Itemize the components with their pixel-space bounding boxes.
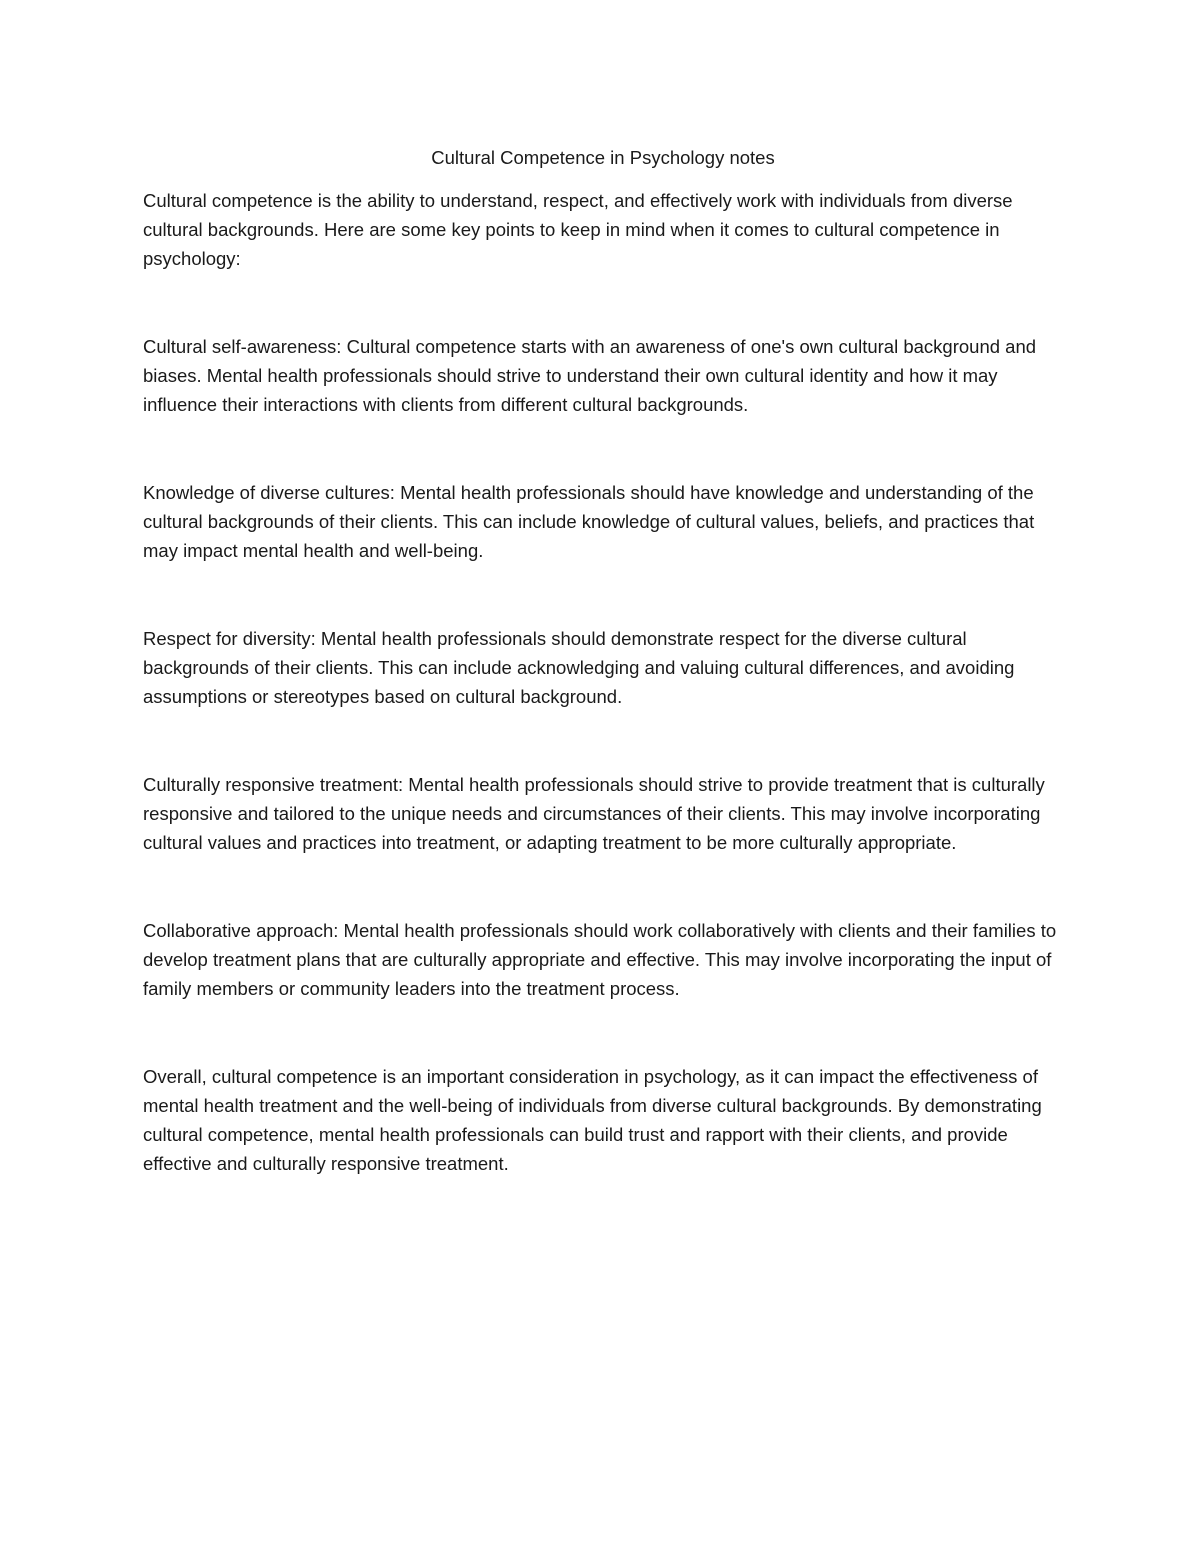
paragraph-respect: Respect for diversity: Mental health professionals should demonstrate respect for the diverse cultural backgrounds of their clients. This can include acknowledging and valuing cultural differences, and avoiding assumptions or stereotypes based on cultural background.: [143, 628, 1015, 707]
document-body: [143, 140, 1063, 1178]
conclusion-paragraph: Overall, cultural competence is an important consideration in psychology, as it can impact the effectiveness of mental health treatment and the well-being of individuals from diverse cultural backgrounds. By demonstrating cultural competence, mental health professionals can build trust and rapport with their clients, and provide effective and culturally responsive treatment.: [143, 1066, 1042, 1174]
document-title: Cultural Competence in Psychology notes: [431, 147, 775, 168]
paragraph-responsive-treatment: Culturally responsive treatment: Mental health professionals should strive to provide treatment that is culturally responsive and tailored to the unique needs and circumstances of their clients. This may involve incorporating cultural values and practices into treatment, or adapting treatment to be more culturally appropriate.: [143, 774, 1045, 853]
paragraph-collaborative: Collaborative approach: Mental health professionals should work collaboratively with clients and their families to develop treatment plans that are culturally appropriate and effective. This may involve incorporating the input of family members or community leaders into the treatment process.: [143, 920, 1057, 999]
paragraph-knowledge: Knowledge of diverse cultures: Mental health professionals should have knowledge and understanding of the cultural backgrounds of their clients. This can include knowledge of cultural values, beliefs, and practices that may impact mental health and well-being.: [143, 482, 1035, 561]
paragraph-self-awareness: Cultural self-awareness: Cultural competence starts with an awareness of one's own cultural background and biases. Mental health professionals should strive to understand their own cultural identity and how it may influence their interactions with clients from different cultural backgrounds.: [143, 336, 1037, 415]
intro-paragraph: Cultural competence is the ability to understand, respect, and effectively work with individuals from diverse cultural backgrounds. Here are some key points to keep in mind when it comes to cultural competence in psychology:: [143, 190, 1013, 269]
